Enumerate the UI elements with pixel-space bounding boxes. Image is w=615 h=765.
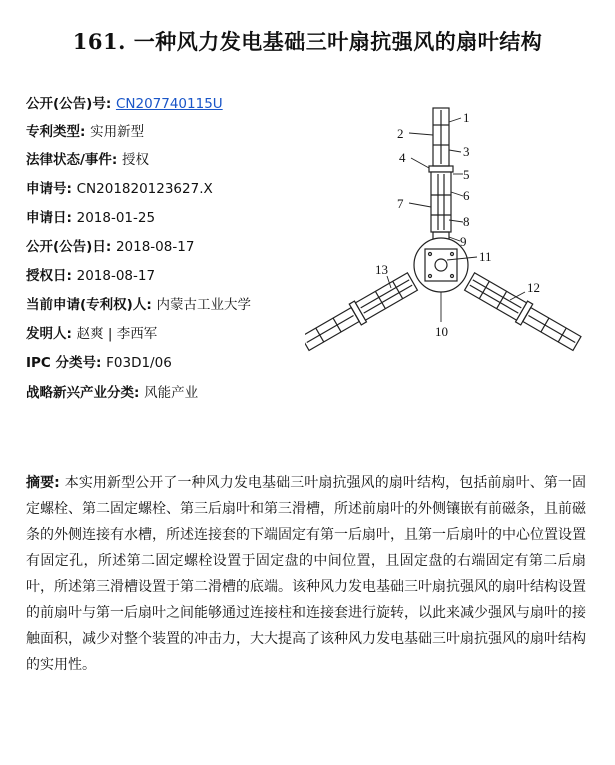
field-value: 赵爽 | 李西军: [76, 326, 158, 342]
field-label: 专利类型:: [26, 124, 91, 140]
figure-label: 5: [463, 167, 470, 182]
field-publication-number: [26, 95, 223, 113]
field-current-applicant: [26, 296, 251, 314]
field-label: 公开(公告)日:: [26, 239, 116, 255]
figure-label: 10: [435, 324, 448, 339]
figure-label: 11: [479, 249, 492, 264]
publication-number-link[interactable]: CN207740115U: [115, 96, 223, 112]
abstract: [26, 470, 586, 678]
field-grant-date: [26, 267, 155, 285]
figure-label: 4: [399, 150, 406, 165]
field-ipc-class: [26, 354, 172, 372]
field-value: 2018-08-17: [76, 268, 156, 284]
field-publication-date: [26, 238, 194, 256]
figure-label: 6: [463, 188, 470, 203]
field-label: 申请号:: [26, 181, 77, 197]
field-value: 授权: [122, 152, 150, 168]
field-legal-status: [26, 151, 149, 169]
patent-drawing: [305, 100, 600, 370]
page-title: 161. 一种风力发电基础三叶扇抗强风的扇叶结构: [72, 29, 543, 54]
field-value: 2018-08-17: [115, 239, 195, 255]
field-label: 公开(公告)号:: [26, 96, 116, 112]
field-label: 法律状态/事件:: [26, 152, 123, 168]
field-application-number: [26, 180, 213, 198]
field-patent-type: [26, 123, 144, 141]
abstract-label: 摘要:: [26, 475, 65, 491]
field-label: 当前申请(专利权)人:: [26, 297, 157, 313]
blade-left: [305, 271, 418, 354]
field-inventors: [26, 325, 157, 343]
figure-label: 7: [397, 196, 404, 211]
field-label: 授权日:: [26, 268, 77, 284]
field-value: 内蒙古工业大学: [156, 297, 251, 313]
field-industry-class: [26, 384, 198, 402]
field-value: 2018-01-25: [76, 210, 156, 226]
figure-label: 9: [460, 234, 467, 249]
field-label: IPC 分类号:: [26, 355, 107, 371]
figure-label: 12: [527, 280, 540, 295]
figure-label: 1: [463, 110, 470, 125]
blade-right: [464, 271, 583, 354]
figure-label: 13: [375, 262, 388, 277]
field-application-date: [26, 209, 155, 227]
field-value: F03D1/06: [106, 355, 172, 371]
field-value: 实用新型: [90, 124, 145, 140]
figure-label: 8: [463, 214, 470, 229]
field-label: 发明人:: [26, 326, 77, 342]
field-value: CN201820123627.X: [76, 181, 213, 197]
figure-label: 2: [397, 126, 404, 141]
abstract-text: 本实用新型公开了一种风力发电基础三叶扇抗强风的扇叶结构，包括前扇叶、第一固定螺栓、第二固定螺栓、第三后扇叶和第三滑槽，所述前扇叶的外侧镶嵌有前磁条，且前磁条的外侧连接有水槽，所述连接套的下端固定有第一后扇叶，且第一后扇叶的中心位置设置有固定孔，所述第二固定螺栓设置于固定盘的中间位置，且固定盘的右端固定有第二后扇叶，所述第三滑槽设置于第二滑槽的底端。该种风力发电基础三叶扇抗强风的扇叶结构设置的前扇叶与第一后扇叶之间能够通过连接柱和连接套进行旋转，以此来减少强风与扇叶的接触面积，减少对整个装置的冲击力，大大提高了该种风力发电基础三叶扇抗强风的扇叶结构的实用性。: [26, 475, 586, 673]
field-label: 战略新兴产业分类:: [26, 385, 145, 401]
figure-label: 3: [463, 144, 470, 159]
field-value: 风能产业: [144, 385, 199, 401]
field-label: 申请日:: [26, 210, 77, 226]
